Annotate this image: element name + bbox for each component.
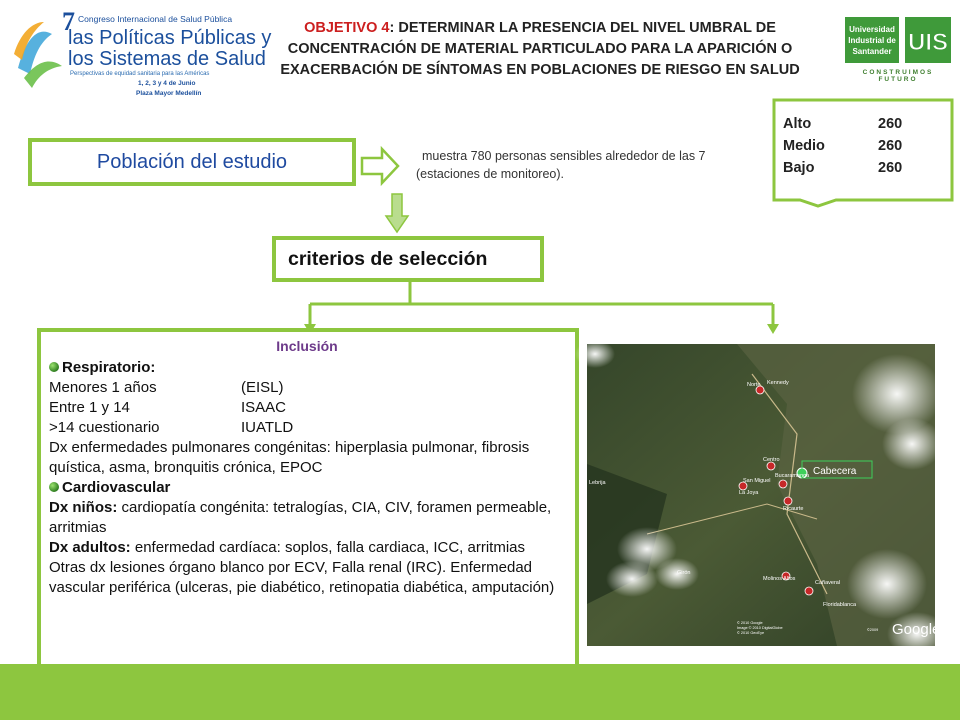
resp-tool: IUATLD	[241, 419, 294, 436]
children-label: Dx niños:	[49, 499, 118, 516]
objective-prefix: OBJETIVO 4	[304, 20, 390, 36]
uis-name-line1: Universidad	[849, 24, 895, 34]
congress-line2: las Políticas Públicas y	[68, 27, 272, 49]
objective-title	[250, 18, 830, 81]
place-label: Centro	[763, 457, 780, 463]
uis-name-block	[845, 17, 899, 63]
place-label: Lebrija	[589, 480, 606, 486]
inclusion-box	[37, 328, 579, 678]
resp-dx: Dx enfermedades pulmonares congénitas: hiperplasia pulmonar, fibrosis quística, asma, bronquitis crónica, EPOC	[49, 439, 530, 476]
place-label: La Joya	[739, 490, 759, 496]
cardio-heading	[49, 478, 565, 498]
congress-dates: 1, 2, 3 y 4 de Junio	[138, 80, 196, 87]
inclusion-title: Inclusión	[276, 338, 338, 354]
place-label: San Miguel	[743, 478, 771, 484]
sample-line1: muestra 780 personas sensibles alrededor de las 7	[422, 149, 706, 163]
children-dx	[49, 498, 565, 538]
sample-description	[416, 147, 756, 183]
criteria-label: criterios de selección	[288, 247, 488, 270]
callout-row-medio	[783, 138, 933, 160]
map-copyright-3: © 2010 GeoEye	[737, 631, 765, 635]
resp-tool: (EISL)	[241, 379, 284, 396]
place-label: Norte	[747, 382, 761, 388]
population-box	[28, 138, 356, 186]
other-dx: Otras dx lesiones órgano blanco por ECV, Falla renal (IRC). Enfermedad vascular periférica (ulceras, pie diabético, retinopatia diabética, amputación)	[49, 559, 555, 596]
uis-name-line3: Santander	[852, 46, 892, 56]
congress-line4: Perspectivas de equidad sanitaria para las Américas	[70, 71, 210, 77]
resp-group: >14 cuestionario	[49, 419, 160, 436]
callout-row-bajo	[783, 160, 933, 182]
uis-mark-icon	[905, 17, 951, 63]
adults-label: Dx adultos:	[49, 539, 131, 556]
google-watermark: Google	[892, 621, 941, 638]
congress-line3: los Sistemas de Salud	[68, 48, 266, 70]
objective-line2: CONCENTRACIÓN DE MATERIAL PARTICULADO PARA LA APARICIÓN O	[287, 41, 793, 57]
criteria-box	[272, 236, 544, 282]
level-label: Alto	[783, 116, 812, 132]
right-arrow-icon	[360, 146, 400, 186]
footer-bar	[0, 664, 960, 720]
congress-logo	[8, 7, 272, 100]
resp-group: Menores 1 años	[49, 379, 157, 396]
place-label: Ricaurte	[783, 506, 804, 512]
callout-rows	[783, 116, 933, 182]
callout-row-alto	[783, 116, 933, 138]
level-count: 260	[878, 116, 903, 132]
adults-dx	[49, 538, 565, 558]
place-label: Bucaramanga	[775, 473, 810, 479]
congress-number: 7	[62, 7, 75, 36]
green-bullet-icon	[49, 482, 59, 492]
resp-row	[49, 418, 565, 438]
children-text: cardiopatía congénita: tetralogías, CIA, CIV, foramen permeable, arritmias	[49, 499, 552, 536]
respiratory-heading	[49, 358, 565, 378]
level-label: Bajo	[783, 160, 815, 176]
resp-group: Entre 1 y 14	[49, 399, 130, 416]
place-label: Molinos Altos	[763, 576, 796, 582]
resp-row	[49, 378, 565, 398]
map-copyright-2: Image © 2010 DigitalGlobe	[737, 626, 783, 630]
down-arrow-icon	[384, 192, 410, 234]
place-label: Cañaveral	[815, 580, 841, 586]
place-label: Floridablanca	[823, 602, 857, 608]
satellite-map	[587, 344, 941, 646]
green-bullet-icon	[49, 362, 59, 372]
resp-row	[49, 398, 565, 418]
place-label: Girón	[677, 570, 691, 576]
resp-tool: ISAAC	[241, 399, 287, 416]
uis-name-line2: Industrial de	[848, 35, 896, 45]
cardio-heading-text: Cardiovascular	[62, 479, 171, 496]
uis-mark-text: UIS	[907, 29, 949, 56]
adults-text: enfermedad cardíaca: soplos, falla cardiaca, ICC, arritmias	[130, 539, 526, 556]
place-label: Kennedy	[767, 380, 789, 386]
congress-line1: Congreso Internacional de Salud Pública	[78, 14, 233, 24]
congress-place: Plaza Mayor Medellín	[136, 90, 202, 97]
map-copyright-1: © 2010 Google	[737, 621, 763, 625]
respiratory-heading-text: Respiratorio:	[62, 359, 156, 376]
objective-line1: : DETERMINAR LA PRESENCIA DEL NIVEL UMBRAL DE	[389, 20, 776, 36]
objective-line3: EXACERBACIÓN DE SÍNTOMAS EN POBLACIONES DE RIESGO EN SALUD	[280, 62, 800, 78]
level-count: 260	[878, 138, 903, 154]
uis-tagline: CONSTRUIMOS FUTURO	[862, 69, 934, 83]
population-label: Población del estudio	[96, 150, 288, 173]
level-label: Medio	[783, 138, 825, 154]
level-count: 260	[878, 160, 903, 176]
sample-line2: (estaciones de monitoreo).	[416, 167, 564, 181]
map-year: ©2009	[867, 628, 879, 632]
cabecera-label: Cabecera	[813, 466, 857, 477]
